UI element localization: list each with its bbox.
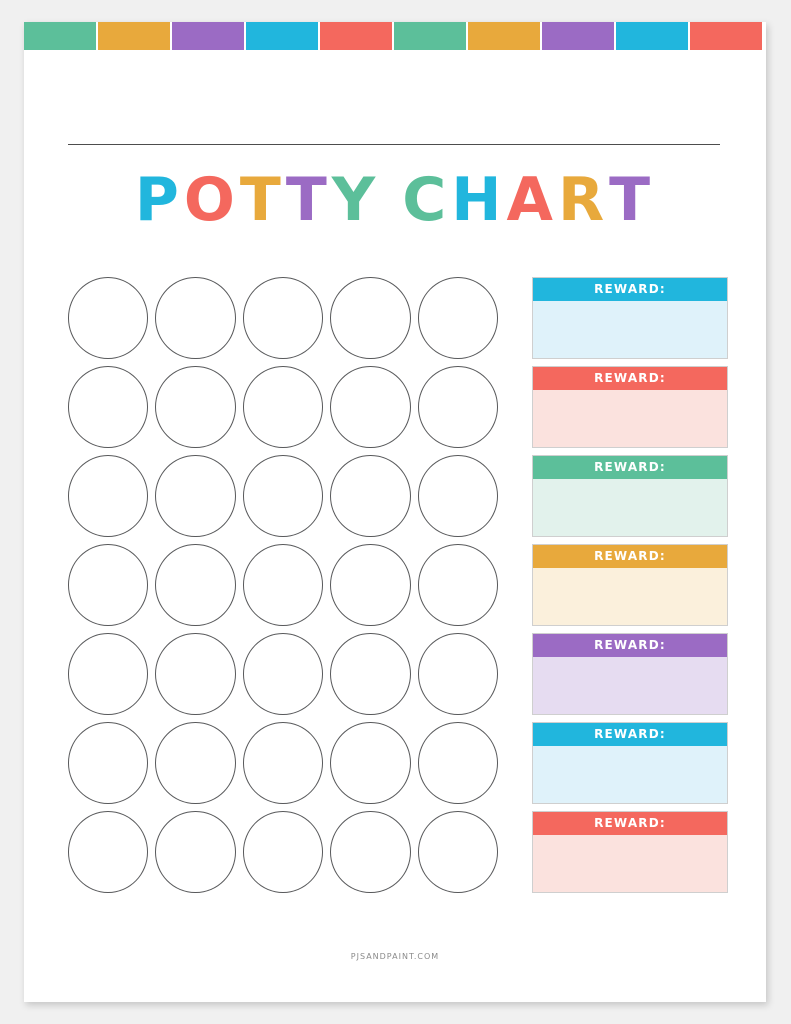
horizontal-divider bbox=[68, 144, 720, 145]
sticker-circle[interactable] bbox=[243, 544, 323, 626]
sticker-circle[interactable] bbox=[330, 811, 410, 893]
top-bar-segment bbox=[468, 22, 540, 50]
reward-label: REWARD: bbox=[533, 278, 727, 301]
sticker-row bbox=[68, 455, 498, 537]
reward-input-area[interactable] bbox=[533, 479, 727, 536]
reward-box bbox=[532, 633, 728, 715]
sticker-circle[interactable] bbox=[155, 722, 235, 804]
sticker-circle[interactable] bbox=[418, 366, 498, 448]
title-letter: C bbox=[402, 165, 452, 235]
sticker-circle[interactable] bbox=[330, 633, 410, 715]
sticker-circle[interactable] bbox=[243, 366, 323, 448]
reward-label: REWARD: bbox=[533, 634, 727, 657]
sticker-circle[interactable] bbox=[155, 811, 235, 893]
sticker-circle[interactable] bbox=[330, 277, 410, 359]
sticker-row bbox=[68, 277, 498, 359]
sticker-circle[interactable] bbox=[418, 633, 498, 715]
reward-box bbox=[532, 722, 728, 804]
sticker-circle-grid bbox=[68, 277, 498, 900]
sticker-circle[interactable] bbox=[68, 722, 148, 804]
top-bar-segment bbox=[172, 22, 244, 50]
sticker-circle[interactable] bbox=[418, 277, 498, 359]
reward-label: REWARD: bbox=[533, 812, 727, 835]
sticker-row bbox=[68, 366, 498, 448]
footer-credit: PJSANDPAINT.COM bbox=[350, 952, 440, 961]
sticker-circle[interactable] bbox=[155, 544, 235, 626]
sticker-circle[interactable] bbox=[243, 811, 323, 893]
sticker-row bbox=[68, 811, 498, 893]
title-letter: T bbox=[285, 165, 332, 235]
sticker-circle[interactable] bbox=[330, 544, 410, 626]
sticker-circle[interactable] bbox=[68, 811, 148, 893]
title-letter: T bbox=[609, 165, 656, 235]
sticker-circle[interactable] bbox=[155, 277, 235, 359]
title-letter: A bbox=[506, 165, 558, 235]
reward-box bbox=[532, 544, 728, 626]
page-title bbox=[24, 165, 766, 235]
sticker-circle[interactable] bbox=[243, 455, 323, 537]
title-letter: T bbox=[239, 165, 286, 235]
reward-label: REWARD: bbox=[533, 723, 727, 746]
sticker-circle[interactable] bbox=[155, 633, 235, 715]
sticker-circle[interactable] bbox=[243, 633, 323, 715]
sticker-circle[interactable] bbox=[68, 366, 148, 448]
reward-label: REWARD: bbox=[533, 367, 727, 390]
sticker-circle[interactable] bbox=[418, 455, 498, 537]
top-bar-segment bbox=[542, 22, 614, 50]
top-bar-segment bbox=[690, 22, 762, 50]
sticker-circle[interactable] bbox=[68, 633, 148, 715]
title-letter: Y bbox=[331, 165, 381, 235]
sticker-circle[interactable] bbox=[68, 455, 148, 537]
sticker-row bbox=[68, 633, 498, 715]
reward-input-area[interactable] bbox=[533, 657, 727, 714]
top-bar-segment bbox=[616, 22, 688, 50]
top-bar-segment bbox=[394, 22, 466, 50]
reward-input-area[interactable] bbox=[533, 835, 727, 892]
sticker-circle[interactable] bbox=[418, 811, 498, 893]
sticker-circle[interactable] bbox=[418, 544, 498, 626]
top-bar-segment bbox=[24, 22, 96, 50]
sticker-circle[interactable] bbox=[418, 722, 498, 804]
reward-box bbox=[532, 811, 728, 893]
reward-label: REWARD: bbox=[533, 456, 727, 479]
sticker-circle[interactable] bbox=[243, 277, 323, 359]
title-letter: R bbox=[557, 165, 610, 235]
sticker-circle[interactable] bbox=[330, 455, 410, 537]
sticker-circle[interactable] bbox=[330, 366, 410, 448]
top-bar-segment bbox=[320, 22, 392, 50]
reward-input-area[interactable] bbox=[533, 390, 727, 447]
title-letter: O bbox=[183, 165, 240, 235]
title-letter: H bbox=[451, 165, 507, 235]
sticker-circle[interactable] bbox=[68, 277, 148, 359]
reward-input-area[interactable] bbox=[533, 301, 727, 358]
reward-box-column bbox=[532, 277, 728, 900]
reward-box bbox=[532, 277, 728, 359]
sticker-circle[interactable] bbox=[155, 455, 235, 537]
sticker-row bbox=[68, 722, 498, 804]
printable-sheet bbox=[24, 22, 766, 1002]
sticker-circle[interactable] bbox=[243, 722, 323, 804]
top-color-bar bbox=[24, 22, 766, 50]
sticker-row bbox=[68, 544, 498, 626]
reward-input-area[interactable] bbox=[533, 568, 727, 625]
top-bar-segment bbox=[246, 22, 318, 50]
reward-label: REWARD: bbox=[533, 545, 727, 568]
sticker-circle[interactable] bbox=[330, 722, 410, 804]
top-bar-segment bbox=[98, 22, 170, 50]
reward-input-area[interactable] bbox=[533, 746, 727, 803]
sticker-circle[interactable] bbox=[68, 544, 148, 626]
title-letter: P bbox=[134, 165, 184, 235]
sticker-circle[interactable] bbox=[155, 366, 235, 448]
reward-box bbox=[532, 455, 728, 537]
reward-box bbox=[532, 366, 728, 448]
